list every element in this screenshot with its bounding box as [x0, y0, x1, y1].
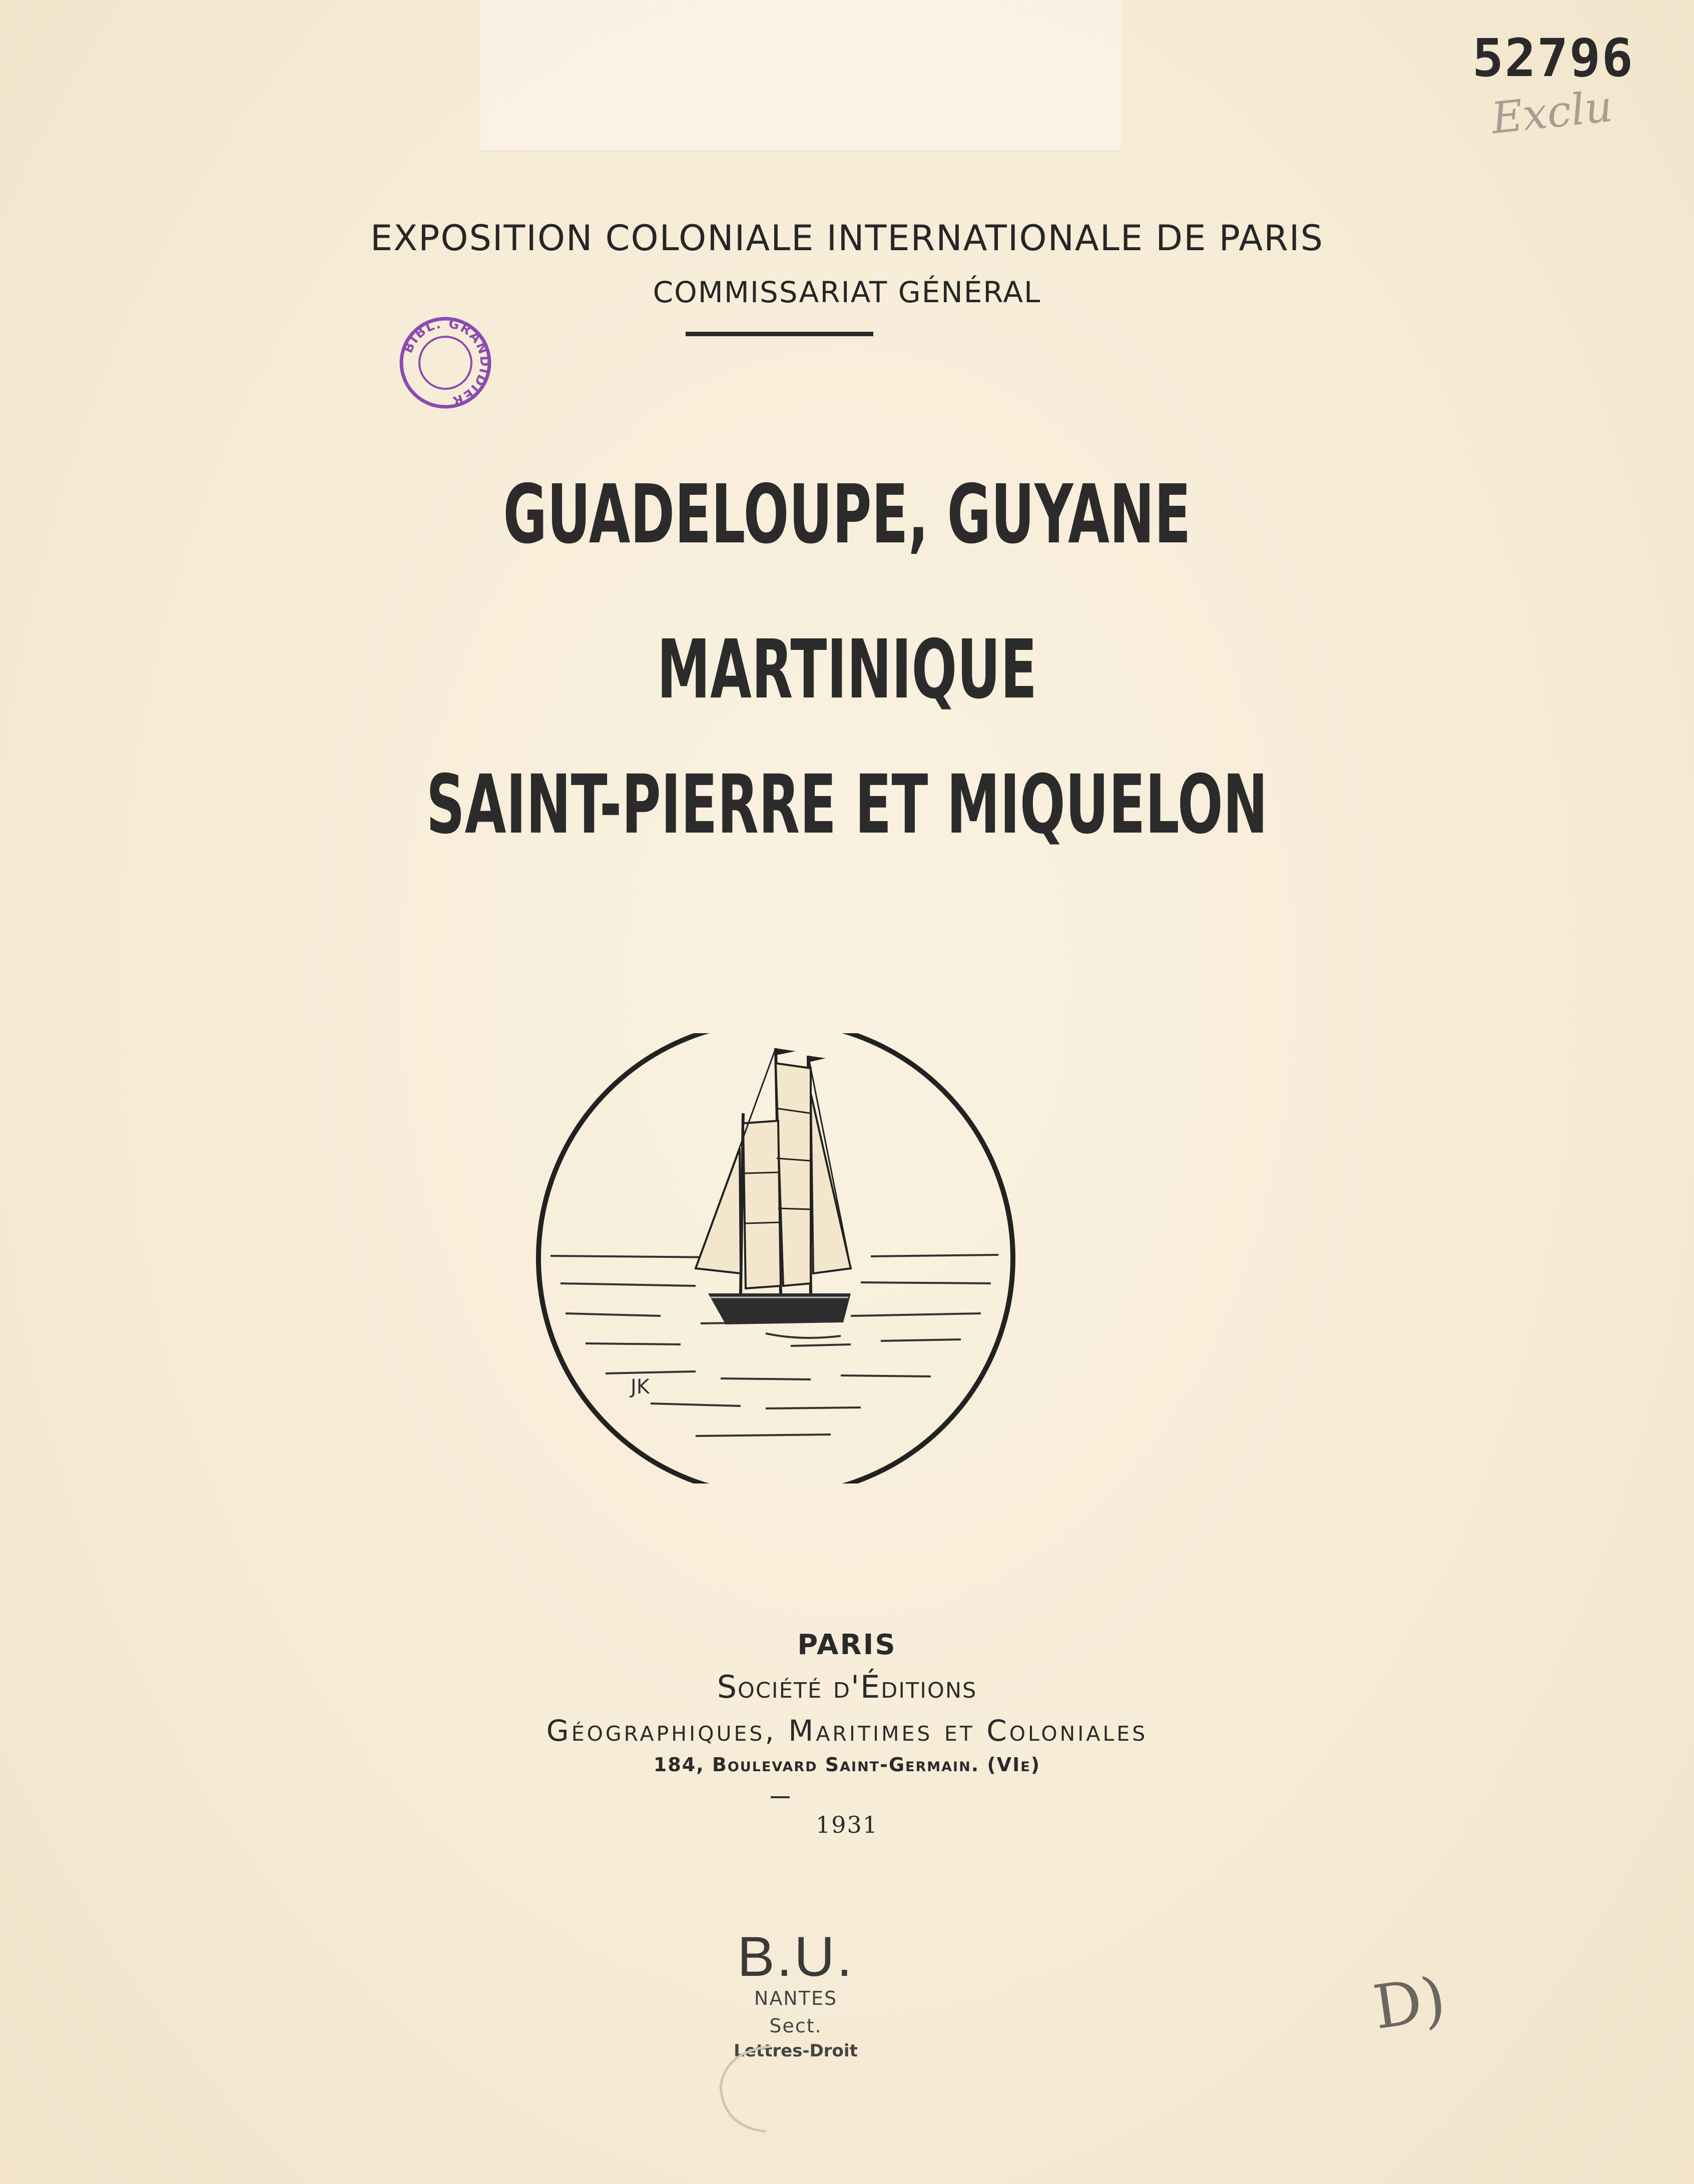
publisher-city: PARIS [797, 1629, 897, 1661]
publisher-name-1: Société d'Éditions [717, 1669, 977, 1705]
tape-strip [480, 0, 1121, 152]
library-stamp-icon [395, 313, 495, 413]
margin-mark: D) [1369, 1964, 1450, 2043]
publication-year: 1931 [815, 1811, 879, 1838]
library-city: NANTES [754, 1987, 838, 2009]
publisher-address: 184, Boulevard Saint-Germain. (VIe) [653, 1754, 1041, 1776]
title-line-1: GUADELOUPE, GUYANE [503, 468, 1191, 562]
commissariat-header: COMMISSARIAT GÉNÉRAL [653, 275, 1041, 309]
publisher-name-2: Géographiques, Maritimes et Coloniales [546, 1714, 1148, 1748]
library-department: Lettres-Droit [734, 2041, 858, 2061]
stamp-outline-icon [711, 2041, 791, 2136]
sailing-ship-icon [530, 1033, 1021, 1484]
title-line-2: MARTINIQUE [657, 623, 1037, 717]
header-rule [686, 332, 873, 336]
stamp-text: BIBL. GRANDIDIER [400, 316, 492, 409]
title-line-3: SAINT-PIERRE ET MIQUELON [426, 758, 1268, 852]
library-section: Sect. [769, 2015, 822, 2037]
library-initials: B.U. [737, 1925, 854, 1988]
exposition-header: EXPOSITION COLONIALE INTERNATIONALE DE PARIS [370, 218, 1324, 259]
illustration-signature: JK [631, 1375, 650, 1398]
year-dash [771, 1796, 790, 1798]
catalog-number: 52796 [1472, 28, 1634, 89]
handwritten-note: Exclu [1489, 81, 1615, 144]
